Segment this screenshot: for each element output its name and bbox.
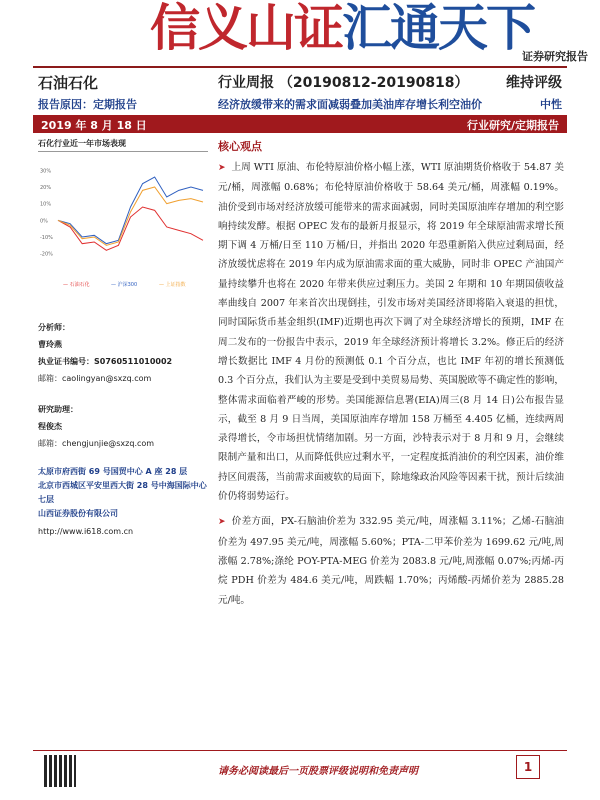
legend-entry: — 上证指数 — [159, 282, 186, 288]
y-tick-label: 20% — [40, 185, 52, 191]
report-headline: 经济放缓带来的需求面减弱叠加美油库存增长利空油价 — [218, 98, 482, 111]
license-number: 执业证书编号：S0760511010002 — [38, 357, 173, 366]
series-line-1 — [58, 177, 203, 244]
y-tick-label: 30% — [40, 168, 52, 175]
legend-entry: — 石油石化 — [63, 282, 90, 288]
arrow-icon: ➤ — [218, 163, 226, 173]
company-url[interactable]: http://www.i618.com.cn — [38, 527, 134, 536]
analyst-email[interactable]: 邮箱：caolingyan@sxzq.com — [38, 374, 152, 383]
assistant-name: 程俊杰 — [38, 422, 62, 431]
y-tick-label: -20% — [40, 251, 53, 258]
analyst-label: 分析师： — [38, 323, 70, 332]
y-tick-label: -10% — [40, 235, 53, 241]
report-reason: 报告原因：定期报告 — [38, 98, 137, 111]
report-category: 行业研究/定期报告 — [466, 119, 559, 132]
series-line-0 — [58, 207, 203, 250]
sidebar — [38, 138, 208, 536]
company-name: 山西证券股份有限公司 — [38, 509, 118, 518]
date-bar — [33, 115, 567, 133]
y-tick-label: 0% — [40, 218, 48, 225]
market-chart — [38, 152, 208, 292]
core-title: 核心观点 — [218, 140, 262, 153]
report-title: 行业周报 （20190812-20190818） — [218, 75, 469, 91]
paragraph-oil: ➤ 上周 WTI 原油、布伦特原油价格小幅上涨，WTI 原油期货价格收于 54.87 美元/桶，周涨幅 0.68%；布伦特原油价格收于 58.64 美元/桶，周涨幅 0.19%。油价受到市场对经济放缓可能带来的需求面减弱，同时美国原油库存增加的利空影响持续发酵。根据 OPEC 发布的最新月报显示，将 2019 年全球原油需求增长预期下调 4 万桶/日至 110 万桶/日，并指出 2020 年恐重新陷入供应过剩局面，经济放缓忧虑将在 2019 年内成为原油需求面的重大威胁，同时非 OPEC 产油国产量持续攀升也将在 2020 年带来供应过剩压力。美国 2 年期和 10 年期国债收益率曲线自 2007 年来首次出现倒挂，引发市场对美国经济即将陷入衰退的担忧，同时国际货币基金组织(IMF)近期也再次下调了对全球经济增长的预期，IMF 在周二发布的一份报告中表示，2019 年全球经济预计将增长 3.2%。修正后的经济增长数据比 IMF 4 月份的预测低 0.1 个百分点，也比 IMF 年初的增长预测低 0.3 个百分点，我们认为主要是受到中美贸易局势、英国脱欧等不确定性的影响，整体需求面临着严峻的形势。美国能源信息署(EIA)周三(8 月 14 日)公布报告显示，截至 8 月 9 日当周，美国原油库存增加 158 万桶至 4.405 亿桶，连续两周录得增长，令市场担忧情绪加剧。另一方面，沙特表示对于 8 月和 9 月，会继续限制产量和出口，从而降低供应过剩水平，一定程度抵消油价的利空因素，油价维持区间震荡，当前需求面疲软的局面下，除地缘政治风险等因素干扰，预计后续油价仍将弱势运行。 — [218, 162, 564, 503]
assistant-email[interactable]: 邮箱：chengjunjie@sxzq.com — [38, 439, 155, 448]
rating-value: 中性 — [540, 98, 562, 111]
chart-title: 石化行业近一年市场表现 — [38, 138, 208, 152]
legend-entry: — 沪深300 — [111, 282, 138, 288]
analyst-name: 曹玲燕 — [38, 340, 62, 349]
series-line-2 — [58, 187, 203, 245]
brand-logo: 信义山证汇通天下 — [150, 0, 534, 57]
header-rule — [33, 66, 567, 68]
disclaimer: 请务必阅读最后一页股票评级说明和免责声明 — [218, 766, 418, 777]
address-beijing: 北京市西城区平安里西大街 28 号中海国际中心七层 — [38, 481, 207, 504]
address-taiyuan: 太原市府西街 69 号国贸中心 A 座 28 层 — [38, 467, 188, 476]
rating-label: 维持评级 — [506, 75, 562, 91]
footer-rule — [33, 750, 567, 751]
assistant-label: 研究助理： — [38, 405, 78, 414]
paragraph-spread: ➤ 价差方面，PX-石脑油价差为 332.95 美元/吨，周涨幅 3.11%；乙烯-石脑油价差为 497.95 美元/吨，周涨幅 5.60%；PTA-二甲苯价差为 1699.62 元/吨,周涨幅 2.78%;涤纶 POY-PTA-MEG 价差为 2083.8 元/吨,周涨幅 0.07%;丙烯-丙烷 PDH 价差为 484.6 美元/吨，周跌幅 1.70%；丙烯酸-丙烯价差为 2885.28 元/吨。 — [218, 516, 564, 606]
main-content — [218, 138, 564, 610]
report-type: 证券研究报告 — [522, 50, 588, 63]
arrow-icon: ➤ — [218, 517, 226, 528]
page-number: 1 — [516, 755, 540, 779]
y-tick-label: 10% — [40, 201, 52, 208]
sector-name: 石油石化 — [38, 74, 99, 92]
qr-code-icon — [44, 755, 76, 787]
report-date: 2019 年 8 月 18 日 — [41, 119, 147, 132]
